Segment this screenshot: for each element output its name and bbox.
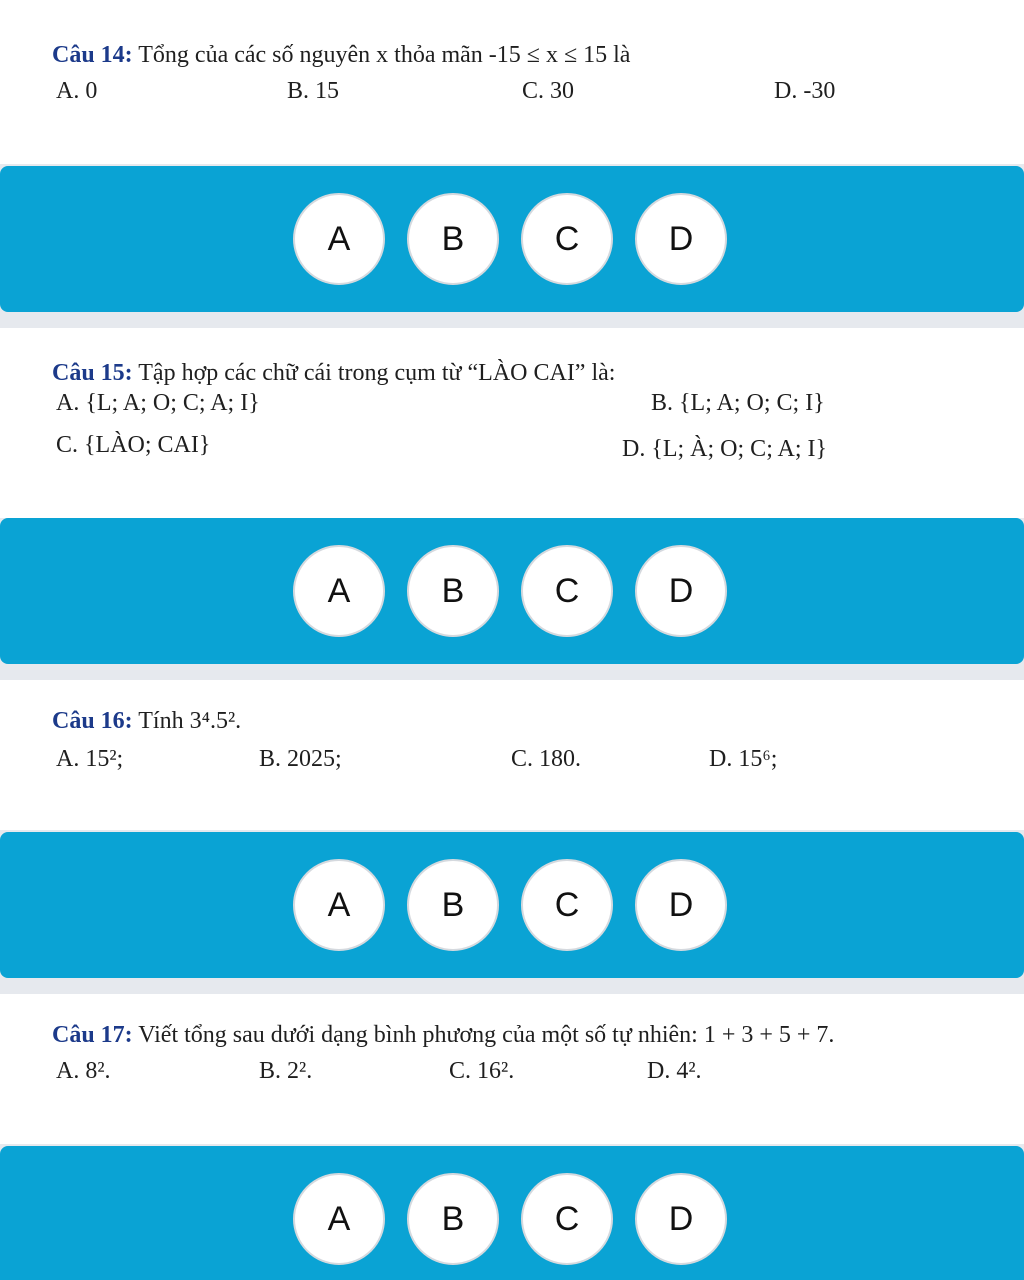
question-15-text [52, 360, 615, 387]
question-card-16 [0, 680, 1024, 830]
question-16-prompt: Tính 3⁴.5². [138, 708, 242, 734]
question-card-14 [0, 0, 1024, 164]
answer-panel-14 [0, 166, 1024, 312]
question-card-15 [0, 328, 1024, 518]
answer-panel-16 [0, 832, 1024, 978]
question-14-option-b: B. 15 [287, 78, 340, 104]
question-15-option-a: A. {L; A; O; C; A; I} [56, 390, 260, 416]
answer-a-button[interactable]: A [293, 859, 385, 951]
question-14-prompt: Tổng của các số nguyên x thỏa mãn -15 ≤ x ≤ 15 là [138, 42, 631, 68]
question-17-prompt: Viết tổng sau dưới dạng bình phương của một số tự nhiên: 1 + 3 + 5 + 7. [138, 1022, 835, 1048]
answer-c-button[interactable]: C [521, 859, 613, 951]
answer-d-button[interactable]: D [635, 545, 727, 637]
question-16-number: Câu 16: [52, 708, 133, 734]
answer-a-button[interactable]: A [293, 1173, 385, 1265]
question-15-option-d: D. {L; À; O; C; A; I} [622, 436, 828, 462]
question-17-option-a: A. 8². [56, 1058, 111, 1084]
answer-d-button[interactable]: D [635, 1173, 727, 1265]
question-14-option-a: A. 0 [56, 78, 98, 104]
question-15-option-b: B. {L; A; O; C; I} [651, 390, 825, 416]
answer-b-button[interactable]: B [407, 1173, 499, 1265]
answer-c-button[interactable]: C [521, 1173, 613, 1265]
question-15-option-c: C. {LÀO; CAI} [56, 432, 211, 458]
answer-panel-15 [0, 518, 1024, 664]
answer-c-button[interactable]: C [521, 545, 613, 637]
question-17-option-b: B. 2². [259, 1058, 313, 1084]
answer-a-button[interactable]: A [293, 545, 385, 637]
question-14-number: Câu 14: [52, 42, 133, 68]
answer-d-button[interactable]: D [635, 859, 727, 951]
question-17-text [52, 1022, 834, 1049]
answer-d-button[interactable]: D [635, 193, 727, 285]
question-16-option-d: D. 15⁶; [709, 746, 778, 772]
question-17-number: Câu 17: [52, 1022, 133, 1048]
question-15-prompt: Tập hợp các chữ cái trong cụm từ “LÀO CAI” là: [138, 360, 616, 386]
question-14-option-c: C. 30 [522, 78, 575, 104]
answer-a-button[interactable]: A [293, 193, 385, 285]
question-14-text [52, 42, 630, 69]
question-card-17 [0, 994, 1024, 1144]
question-17-option-d: D. 4². [647, 1058, 702, 1084]
question-15-number: Câu 15: [52, 360, 133, 386]
answer-b-button[interactable]: B [407, 545, 499, 637]
answer-b-button[interactable]: B [407, 193, 499, 285]
answer-c-button[interactable]: C [521, 193, 613, 285]
question-14-option-d: D. -30 [774, 78, 836, 104]
question-16-option-c: C. 180. [511, 746, 582, 772]
answer-b-button[interactable]: B [407, 859, 499, 951]
question-16-text [52, 708, 241, 735]
question-17-option-c: C. 16². [449, 1058, 515, 1084]
question-16-option-a: A. 15²; [56, 746, 124, 772]
answer-panel-17 [0, 1146, 1024, 1280]
question-16-option-b: B. 2025; [259, 746, 342, 772]
